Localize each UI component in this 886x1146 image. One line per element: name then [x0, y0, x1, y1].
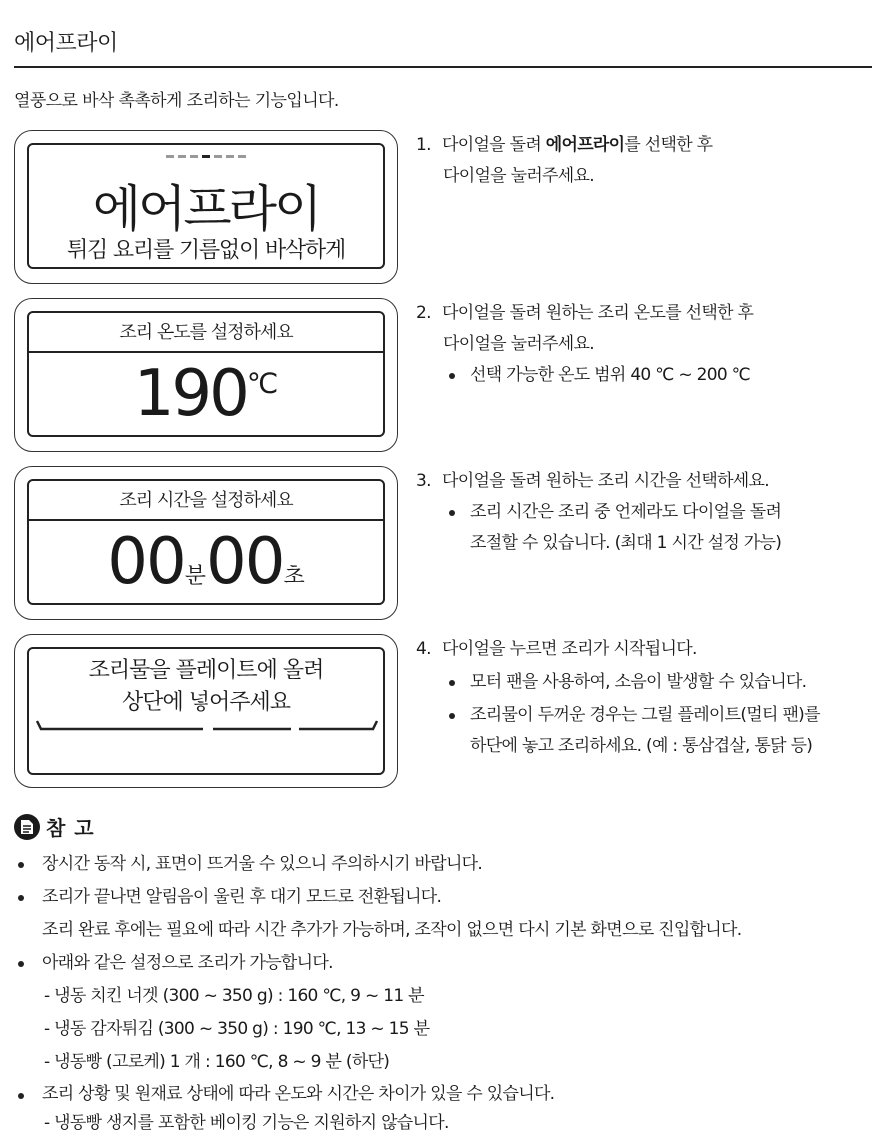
- display-screen: [27, 311, 385, 437]
- temperature-value: 190: [133, 357, 247, 431]
- minutes-value: 00: [107, 525, 185, 599]
- seconds-value: 00: [206, 525, 284, 599]
- placement-line2: 상단에 넣어주세요: [121, 690, 290, 715]
- seconds-unit: 초: [283, 564, 305, 589]
- step-text-post: 를 선택한 후: [624, 135, 713, 155]
- mode-name: 에어프라이: [92, 180, 320, 238]
- title-divider: [14, 66, 872, 68]
- step-text-line2: 다이얼을 눌러주세요.: [443, 166, 594, 186]
- display-panel-step4: [14, 634, 398, 788]
- note-subitem: - 냉동 치킨 너겟 (300 ~ 350 g) : 160 ℃, 9 ~ 11 분: [44, 986, 424, 1006]
- note-subitem: - 냉동 감자튀김 (300 ~ 350 g) : 190 ℃, 13 ~ 15 분: [44, 1019, 430, 1039]
- note-item: 조리 상황 및 원재료 상태에 따라 온도와 시간은 차이가 있을 수 있습니다.: [14, 1079, 874, 1109]
- step-number: 3.: [416, 471, 431, 491]
- placement-line1: 조리물을 플레이트에 올려: [88, 658, 324, 683]
- screen-prompt: 조리 시간을 설정하세요: [29, 481, 383, 521]
- step-bullet: 모터 팬을 사용하여, 소음이 발생할 수 있습니다.: [416, 667, 876, 698]
- note-item: 조리가 끝나면 알림음이 울린 후 대기 모드로 전환됩니다.: [14, 881, 874, 914]
- step-text-line2: 다이얼을 눌러주세요.: [443, 334, 594, 354]
- step-bullet: 선택 가능한 온도 범위 40 ℃ ~ 200 ℃: [416, 360, 876, 391]
- note-title: 참 고: [46, 816, 95, 840]
- step-text: 다이얼을 돌려 원하는 조리 온도를 선택한 후: [442, 303, 754, 323]
- step-text-pre: 다이얼을 돌려: [442, 135, 546, 155]
- display-panel-step1: [14, 130, 398, 284]
- time-readout: [29, 525, 383, 599]
- step-text: 다이얼을 돌려 원하는 조리 시간을 선택하세요.: [442, 471, 769, 491]
- display-screen: [27, 479, 385, 605]
- note-subitem: - 냉동빵 생지를 포함한 베이킹 기능은 지원하지 않습니다.: [44, 1113, 449, 1133]
- step-text: 다이얼을 누르면 조리가 시작됩니다.: [442, 639, 697, 659]
- step-1: [416, 130, 876, 192]
- minutes-unit: 분: [184, 564, 206, 589]
- note-list: [14, 848, 874, 1137]
- temperature-unit: ℃: [246, 367, 279, 400]
- mode-description: 튀김 요리를 기름없이 바삭하게: [66, 238, 346, 263]
- note-item: 장시간 동작 시, 표면이 뜨거울 수 있으니 주의하시기 바랍니다.: [14, 848, 874, 881]
- step-text-bold: 에어프라이: [545, 135, 625, 155]
- step-bullet-cont: 하단에 놓고 조리하세요. (예 : 통삼겹살, 통닭 등): [470, 736, 813, 756]
- placement-instruction: [29, 655, 383, 719]
- step-4: [416, 634, 876, 762]
- note-heading: [14, 812, 95, 841]
- mode-indicator: [29, 155, 383, 158]
- step-bullet: 조리 시간은 조리 중 언제라도 다이얼을 돌려: [416, 497, 876, 528]
- page-title: 에어프라이: [14, 31, 118, 56]
- note-subitem: - 냉동빵 (고로케) 1 개 : 160 ℃, 8 ~ 9 분 (하단): [44, 1052, 390, 1072]
- step-bullet-cont: 조절할 수 있습니다. (최대 1 시간 설정 가능): [470, 533, 782, 553]
- step-2: [416, 298, 876, 391]
- step-number: 4.: [416, 639, 431, 659]
- note-icon: [14, 814, 40, 840]
- step-number: 2.: [416, 303, 431, 323]
- step-bullet: 조리물이 두꺼운 경우는 그릴 플레이트(멀티 팬)를: [416, 700, 876, 731]
- display-panel-step2: [14, 298, 398, 452]
- intro-text: 열풍으로 바삭 촉촉하게 조리하는 기능입니다.: [14, 91, 339, 111]
- step-3: [416, 466, 876, 559]
- display-panel-step3: [14, 466, 398, 620]
- display-screen: [27, 143, 385, 269]
- screen-prompt: 조리 온도를 설정하세요: [29, 313, 383, 353]
- step-number: 1.: [416, 135, 431, 155]
- temperature-readout: [29, 357, 383, 431]
- note-item-cont: 조리 완료 후에는 필요에 따라 시간 추가가 가능하며, 조작이 없으면 다시 기본 화면으로 진입합니다.: [42, 920, 742, 940]
- display-screen: [27, 647, 385, 775]
- note-item: 아래와 같은 설정으로 조리가 가능합니다.: [14, 947, 874, 980]
- plate-level-icon: [35, 719, 379, 733]
